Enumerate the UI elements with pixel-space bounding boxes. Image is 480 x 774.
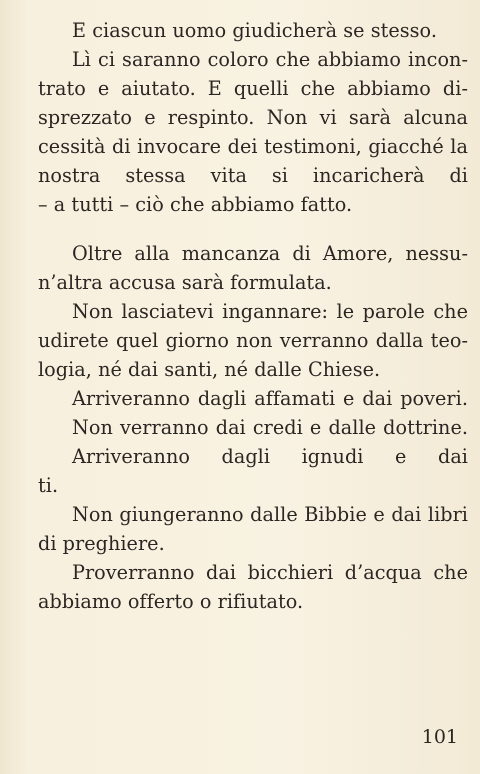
text-line-11: udirete quel giorno non verranno dalla teo- [38, 329, 468, 352]
text-line-3: trato e aiutato. E quelli che abbiamo di- [38, 77, 468, 100]
text-line-12: logia, né dai santi, né dalle Chiese. [38, 358, 381, 381]
text-line-4: sprezzato e respinto. Non vi sarà alcuna [38, 106, 468, 129]
text-line-20: abbiamo offerto o rifiutato. [38, 590, 304, 613]
text-line-8: Oltre alla mancanza di Amore, nessu- [72, 242, 468, 265]
paragraph-gap [38, 219, 468, 239]
text-line-2: Lì ci saranno coloro che abbiamo incon- [72, 48, 468, 71]
text-line-19: Proverranno dai bicchieri d’acqua che [72, 561, 468, 584]
page-number: 101 [421, 726, 458, 748]
page-text [38, 16, 468, 616]
text-line-7: – a tutti – ciò che abbiamo fatto. [38, 193, 353, 216]
text-line-10: Non lasciatevi ingannare: le parole che [72, 300, 468, 323]
text-line-13: Arriveranno dagli affamati e dai poveri. [72, 387, 468, 410]
text-line-16: ti. [38, 474, 59, 497]
text-line-15: Arriveranno dagli ignudi e dai [72, 445, 468, 468]
text-line-17: Non giungeranno dalle Bibbie e dai libri [72, 503, 468, 526]
text-line-9: n’altra accusa sarà formulata. [38, 271, 332, 294]
text-line-14: Non verranno dai credi e dalle dottrine. [72, 416, 468, 439]
text-line-18: di preghiere. [38, 532, 165, 555]
text-line-1: E ciascun uomo giudicherà se stesso. [72, 19, 437, 42]
text-line-5: cessità di invocare dei testimoni, giacché la [38, 135, 468, 158]
text-line-6: nostra stessa vita si incaricherà di [38, 164, 468, 187]
